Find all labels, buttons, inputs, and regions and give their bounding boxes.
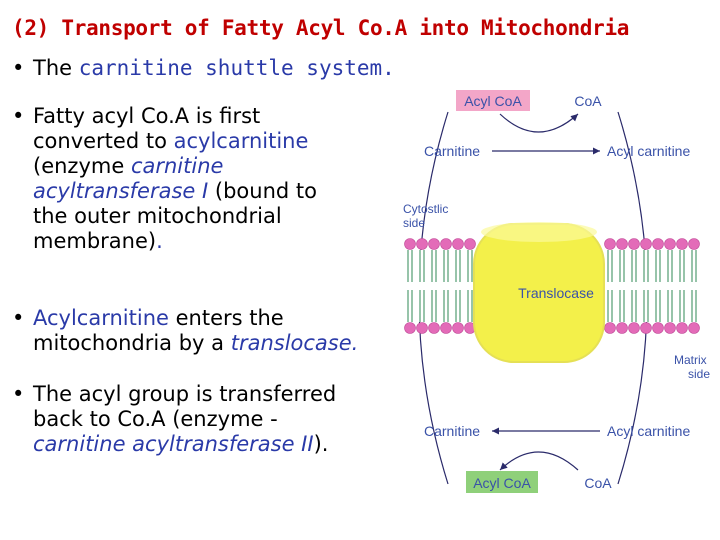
slide-title: (2) Transport of Fatty Acyl Co.A into Mitochondria (12, 16, 630, 40)
coa-top-label: CoA (574, 93, 602, 109)
lipid-head (689, 323, 700, 334)
bullet-2-line-5: the outer mitochondrial (33, 204, 282, 228)
bullet-3-text: enters the (168, 306, 284, 330)
lipid-head (405, 239, 416, 250)
bullet-dot: • (12, 56, 25, 80)
lipid-head (629, 239, 640, 250)
acyl-carnitine-top-label: Acyl carnitine (607, 143, 691, 159)
lipid-head (665, 323, 676, 334)
lipid-head (605, 239, 616, 250)
bottom-curved-arrow (500, 452, 578, 470)
lipid-head (605, 323, 616, 334)
lipid-head (429, 323, 440, 334)
lipid-head (441, 239, 452, 250)
bullet-dot: • (12, 382, 25, 406)
lipid-head (677, 323, 688, 334)
bullet-2-text: membrane) (33, 229, 157, 253)
coa-bottom-label: CoA (584, 475, 612, 491)
carnitine-top-label: Carnitine (424, 143, 481, 159)
lipid-head (441, 323, 452, 334)
enzyme-term: carnitine (130, 154, 224, 178)
enzyme-term: acyltransferase I (33, 179, 209, 203)
bullet-1-term: carnitine shuttle system. (78, 56, 395, 80)
bullet-2-text: (bound to (208, 179, 317, 203)
bullet-4-line-1: The acyl group is transferred (33, 382, 337, 406)
bullet-4-line-2: back to Co.A (enzyme - (33, 407, 278, 431)
acyl-carnitine-bottom-label: Acyl carnitine (607, 423, 691, 439)
cytostolic-side-label: Cytostlic side (403, 202, 449, 230)
lipid-head (689, 239, 700, 250)
lipid-head (641, 323, 652, 334)
lipid-head (641, 239, 652, 250)
bullet-2-text: (enzyme (33, 154, 131, 178)
acylcarnitine-term: acylcarnitine (173, 129, 309, 153)
lipid-head (453, 239, 464, 250)
bullet-2-text: converted to (33, 129, 174, 153)
lipid-head (617, 239, 628, 250)
bullet-2-period: . (156, 229, 163, 253)
lipid-head (417, 239, 428, 250)
bullet-2-line-1: Fatty acyl Co.A is first (33, 104, 261, 128)
lipid-head (465, 239, 476, 250)
lipid-head (405, 323, 416, 334)
lipid-head (453, 323, 464, 334)
lipid-head (617, 323, 628, 334)
lipid-head (665, 239, 676, 250)
lipid-head (429, 239, 440, 250)
acyl-coa-top-label: Acyl CoA (464, 93, 522, 109)
lipid-head (677, 239, 688, 250)
bullet-3-text: mitochondria by a (33, 331, 231, 355)
lipid-head (653, 239, 664, 250)
lipid-head (417, 323, 428, 334)
acyl-coa-bottom-label: Acyl CoA (473, 475, 531, 491)
bullet-1-text: The (33, 56, 79, 80)
lipid-head (653, 323, 664, 334)
top-curved-arrow (500, 114, 578, 132)
bullet-dot: • (12, 306, 25, 330)
translocase-term: translocase. (230, 331, 359, 355)
lipid-head (629, 323, 640, 334)
matrix-side-label: Matrix side (673, 353, 710, 381)
bullet-dot: • (12, 104, 25, 128)
enzyme-term: carnitine acyltransferase II (33, 432, 314, 456)
acylcarnitine-term: Acylcarnitine (33, 306, 169, 330)
carnitine-bottom-label: Carnitine (424, 423, 481, 439)
translocase-label: Translocase (518, 285, 594, 301)
bullet-4-text: ). (313, 432, 329, 456)
